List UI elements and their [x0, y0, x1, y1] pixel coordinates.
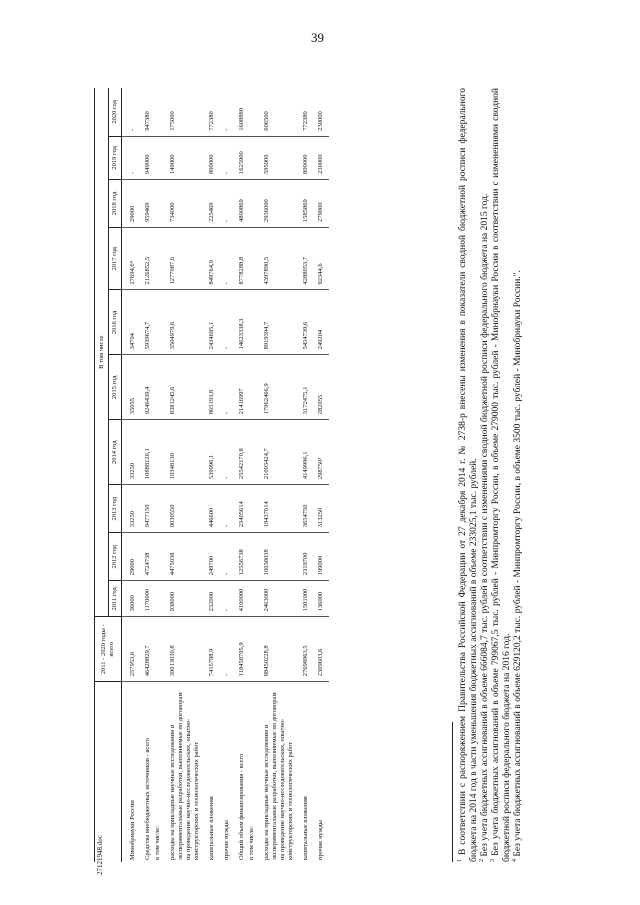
cell-value — [152, 581, 162, 617]
cell-value: 4397890,5 — [256, 228, 295, 290]
cell-value: 249204 — [310, 290, 329, 355]
cell-value — [152, 136, 162, 179]
cell-value: - — [216, 485, 231, 533]
row-label: Общий объем финансирования - всего — [238, 753, 245, 860]
footnote-4 — [513, 88, 524, 862]
row-label: расходы на прикладные научные исследования и экспериментальные разработки, выполняемые по договорам на проведение научно-исследовательских, опытно-конструкторских и технологических работ — [263, 692, 294, 860]
cell-value: - — [216, 420, 231, 485]
cell-value: 298750³ — [310, 420, 329, 485]
row-label: Минобрнауки России — [129, 800, 136, 860]
cell-value: 27694,6⁴ — [122, 228, 138, 290]
cell-total — [246, 617, 256, 682]
cell-value — [246, 136, 256, 179]
cell-value: 800000 — [201, 136, 216, 179]
cell-total: 88450228,8 — [256, 617, 295, 682]
document-code: 27121948.doc — [96, 835, 104, 875]
cell-value: 446600 — [201, 485, 216, 533]
cell-value: 9246439,4 — [137, 355, 152, 420]
cell-value: 230000 — [310, 136, 329, 179]
cell-value — [246, 485, 256, 533]
cell-value: 3172475,1 — [295, 355, 310, 420]
cell-value: 2319700 — [295, 533, 310, 581]
cell-value: 21093424,7 — [256, 420, 295, 485]
header-year: 2016 год — [109, 290, 122, 355]
cell-value: 17962466,9 — [256, 355, 295, 420]
table-row — [295, 88, 310, 862]
cell-value: - — [216, 581, 231, 617]
cell-value — [246, 179, 256, 227]
cell-total — [152, 617, 162, 682]
rotated-content — [80, 80, 620, 880]
cell-value: - — [122, 136, 138, 179]
footnote-mark: 1 — [456, 859, 463, 862]
cell-value: 2936000 — [256, 179, 295, 227]
cell-value — [152, 533, 162, 581]
footnotes — [458, 88, 524, 862]
cell-total: 46428829,7 — [137, 617, 152, 682]
cell-value: 1501000 — [295, 581, 310, 617]
cell-value: 33250 — [122, 485, 138, 533]
cell-value: - — [216, 290, 231, 355]
table-row — [256, 88, 295, 862]
header-group: В том числе — [95, 88, 109, 617]
cell-value: 800000 — [295, 136, 310, 179]
cell-value — [152, 420, 162, 485]
footnote-text: Без учета бюджетных ассигнований в объеме 799067,5 тыс. рублей - Минпромторгу России, в объеме 279000 тыс. рублей - Минобрнауки России в соответствии с изменениями сводной бюджетной росписи федерального бюджета на 2016 год. — [491, 88, 512, 862]
cell-value: - — [216, 533, 231, 581]
cell-value: 5939674,7 — [137, 290, 152, 355]
cell-value: 865193,8 — [201, 355, 216, 420]
cell-value: 33250 — [122, 420, 138, 485]
cell-total: - — [216, 617, 231, 682]
footnote-2 — [480, 88, 491, 862]
footnote-3 — [491, 88, 513, 862]
cell-value: 199000 — [310, 533, 329, 581]
cell-value: 23405614 — [231, 485, 246, 533]
table-body — [122, 88, 330, 862]
cell-value — [246, 355, 256, 420]
row-label: капитальные вложения — [302, 796, 309, 860]
cell-value: 772380 — [295, 88, 310, 136]
cell-value: 2126852,5 — [137, 228, 152, 290]
financing-table — [94, 88, 329, 862]
header-total: 2011 - 2020 годы - всего — [95, 617, 122, 682]
row-label: прочие нужды — [223, 820, 230, 860]
footnote-text: Без учета бюджетных ассигнований в объеме 666084,7 тыс. рублей в соответствии с изменениями сводной бюджетной росписи федерального бюджета на 2015 год. — [480, 193, 490, 857]
cell-value: 4149996,1 — [295, 420, 310, 485]
cell-value — [152, 228, 162, 290]
cell-value: 92344,6 — [310, 228, 329, 290]
cell-value: 149000 — [162, 136, 201, 179]
cell-value: 1585869 — [295, 179, 310, 227]
cell-value: 29000 — [122, 533, 138, 581]
footnote-mark: 3 — [489, 859, 496, 862]
footnote-text: Без учета бюджетных ассигнований в объеме 629120,2 тыс. рублей - Минпромторгу России, в объеме 3500 тыс. рублей - Минобрнауки России.". — [513, 270, 523, 857]
row-label: в том числе: — [248, 826, 255, 860]
cell-total: 7415798,9 — [201, 617, 216, 682]
cell-value: 938000 — [162, 581, 201, 617]
cell-value: 175000 — [162, 88, 201, 136]
cell-value: 3504979,6 — [162, 290, 201, 355]
cell-value: 230000 — [310, 88, 329, 136]
row-label: Средства внебюджетных источников - всего — [144, 738, 151, 860]
row-label: прочие нужды — [317, 820, 324, 860]
table-row — [246, 88, 256, 862]
cell-value: 34704 — [122, 290, 138, 355]
cell-value — [246, 533, 256, 581]
table-row — [122, 88, 138, 862]
cell-value: 849764,9 — [201, 228, 216, 290]
cell-total: 2309603,6 — [310, 617, 329, 682]
cell-value — [246, 581, 256, 617]
footnote-1 — [458, 88, 480, 862]
header-year: 2019 год — [109, 136, 122, 179]
cell-value: 1608880 — [231, 88, 246, 136]
cell-total: 257953,6 — [122, 617, 138, 682]
cell-value: 4800869 — [231, 179, 246, 227]
cell-value: 3654750 — [295, 485, 310, 533]
cell-value: 29000 — [122, 179, 138, 227]
cell-value: 4100000 — [231, 581, 246, 617]
cell-value: 136000 — [310, 581, 329, 617]
cell-value: 8919394,7 — [256, 290, 295, 355]
cell-value: 279000 — [310, 179, 329, 227]
cell-value: - — [216, 179, 231, 227]
cell-value: 606500 — [256, 88, 295, 136]
cell-value: 36000 — [122, 581, 138, 617]
cell-value: 8778288,8 — [231, 228, 246, 290]
cell-value: - — [122, 88, 138, 136]
cell-value: 1625900 — [231, 136, 246, 179]
cell-value — [152, 485, 162, 533]
cell-value: 232000 — [201, 581, 216, 617]
cell-value: 1277087,6 — [162, 228, 201, 290]
cell-value: 25542170,8 — [231, 420, 246, 485]
cell-value — [152, 290, 162, 355]
table-row — [137, 88, 152, 862]
cell-value: 734000 — [162, 179, 201, 227]
cell-value: 947380 — [137, 88, 152, 136]
table-row — [216, 88, 231, 862]
cell-value: 772380 — [201, 88, 216, 136]
cell-value: 5454739,6 — [295, 290, 310, 355]
cell-value: 1170000 — [137, 581, 152, 617]
cell-value: 10888126,1 — [137, 420, 152, 485]
cell-value: 12556738 — [231, 533, 246, 581]
cell-value: 19437614 — [256, 485, 295, 533]
row-label: расходы на прикладные научные исследования и экспериментальные разработки, выполняемые по договорам на проведение научно-исследовательских, опытно-конструкторских и технологических работ — [169, 692, 200, 860]
header-year: 2015 год — [109, 355, 122, 420]
cell-value: 8381245,6 — [162, 355, 201, 420]
cell-value: 225469 — [201, 179, 216, 227]
table-row — [231, 88, 246, 862]
cell-value: - — [216, 228, 231, 290]
cell-value: 21416997 — [231, 355, 246, 420]
cell-value: 9477150 — [137, 485, 152, 533]
cell-value: 282055 — [310, 355, 329, 420]
cell-value: 9030550 — [162, 485, 201, 533]
cell-value — [152, 179, 162, 227]
cell-value: 249700 — [201, 533, 216, 581]
header-year: 2018 год — [109, 179, 122, 227]
cell-value — [246, 290, 256, 355]
cell-value: - — [216, 88, 231, 136]
cell-total: 39013030,8 — [162, 617, 201, 682]
header-year: 2011 год — [109, 581, 122, 617]
table-row — [310, 88, 329, 862]
cell-value — [246, 88, 256, 136]
header-year: 2013 год — [109, 485, 122, 533]
cell-value: 539996,1 — [201, 420, 216, 485]
cell-value: 2434695,1 — [201, 290, 216, 355]
table-row — [162, 88, 201, 862]
cell-value: 35055 — [122, 355, 138, 420]
row-label: в том числе: — [154, 826, 161, 860]
cell-value: 10348130 — [162, 420, 201, 485]
header-name-column — [95, 682, 122, 862]
row-label: капитальные вложения — [208, 796, 215, 860]
cell-value — [152, 355, 162, 420]
header-year: 2012 год — [109, 533, 122, 581]
cell-value: 14623338,3 — [231, 290, 246, 355]
cell-value: 10038038 — [256, 533, 295, 581]
table-row — [201, 88, 216, 862]
cell-total: 27698963,5 — [295, 617, 310, 682]
cell-value — [246, 420, 256, 485]
cell-value — [152, 88, 162, 136]
header-year: 2017 год — [109, 228, 122, 290]
cell-value: 4288053,7 — [295, 228, 310, 290]
cell-value: - — [216, 136, 231, 179]
table-row — [152, 88, 162, 862]
footnote-separator — [452, 722, 453, 862]
cell-value: 949000 — [137, 136, 152, 179]
cell-value: 313250 — [310, 485, 329, 533]
cell-value: 2463000 — [256, 581, 295, 617]
page-number: 39 — [311, 30, 324, 45]
footnote-mark: 2 — [478, 859, 485, 862]
cell-value: 4724738 — [137, 533, 152, 581]
header-year: 2020 год — [109, 88, 122, 136]
cell-total: 118458795,9 — [231, 617, 246, 682]
cell-value: 959469 — [137, 179, 152, 227]
cell-value — [246, 228, 256, 290]
header-year: 2014 год — [109, 420, 122, 485]
cell-value: 4475038 — [162, 533, 201, 581]
cell-value: 595900 — [256, 136, 295, 179]
footnote-mark: 4 — [511, 859, 518, 862]
cell-value: - — [216, 355, 231, 420]
footnote-text: В соответствии с распоряжением Правительства Российской Федерации от 27 декабря 2014 г. № 2738-р внесены изменения в показатели сводной бюджетной росписи федерального бюджета на 2014 год в части уменьшения бюджетных ассигнований в объеме 233025,1 тыс. рублей. — [458, 88, 479, 862]
